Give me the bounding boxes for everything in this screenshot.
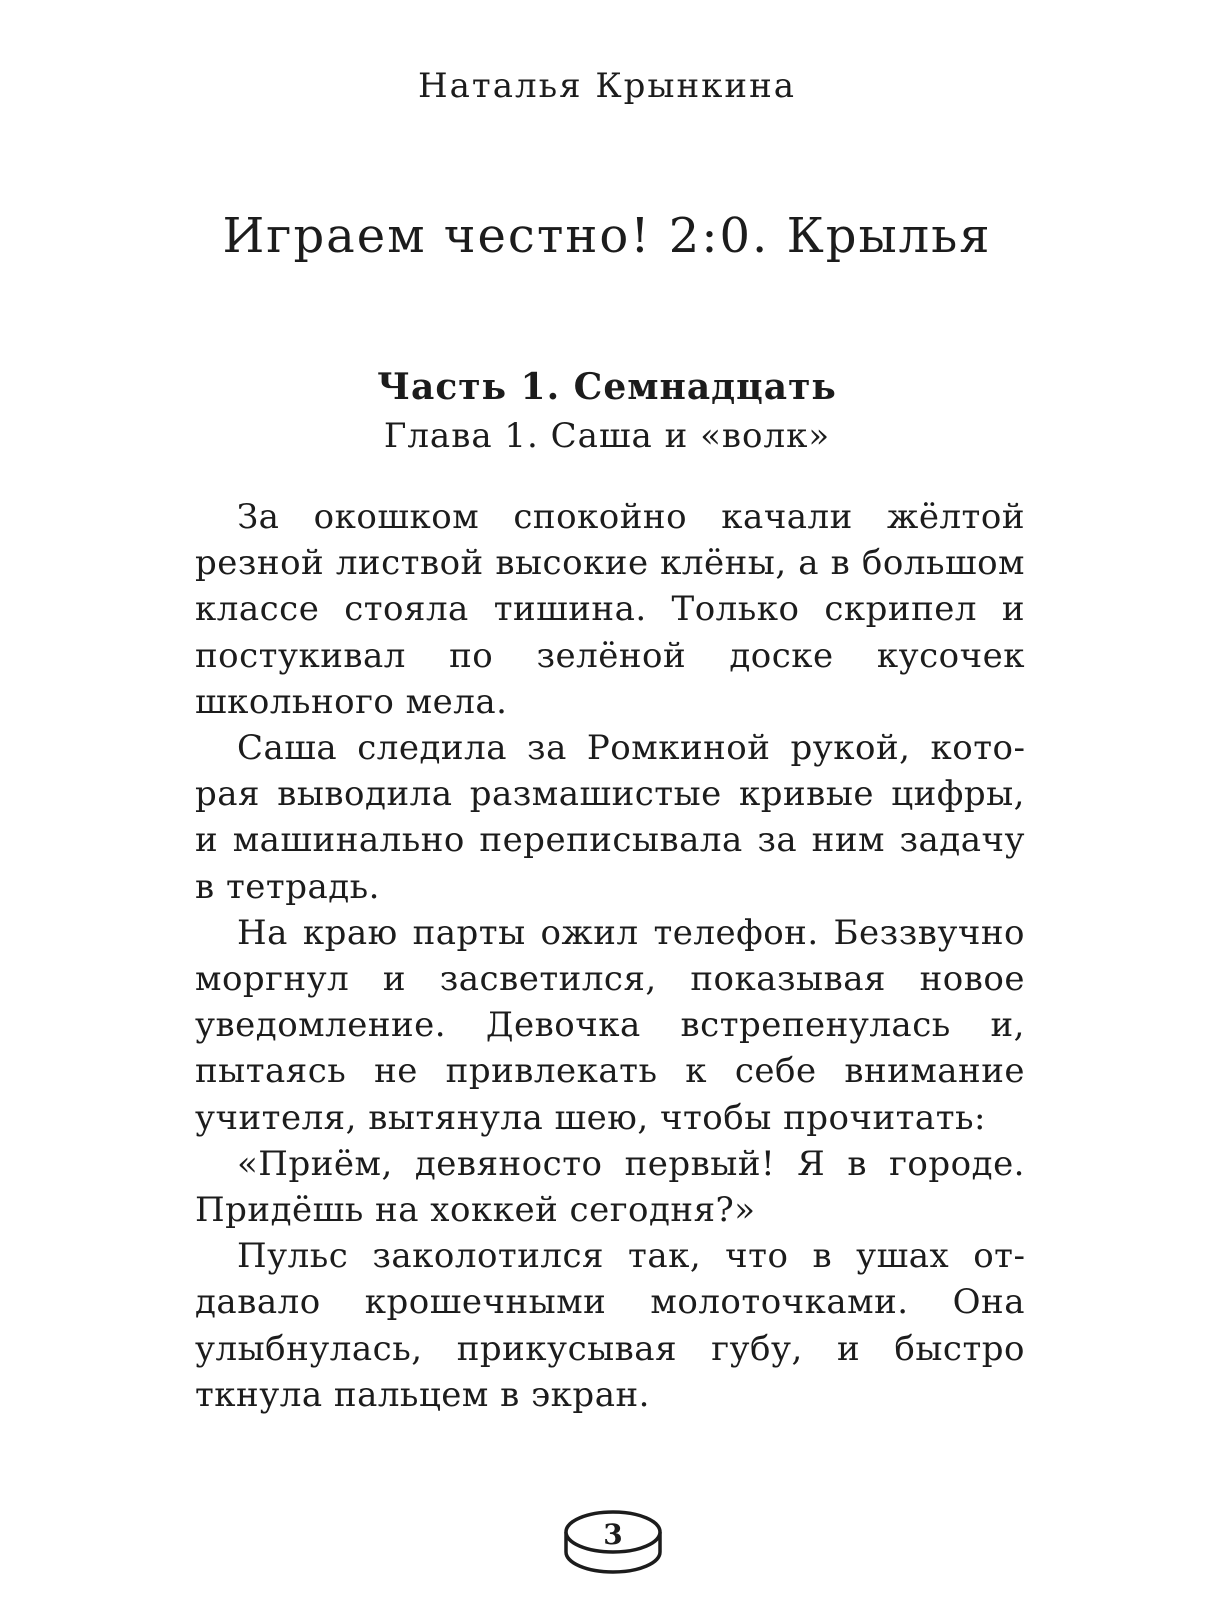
paragraph: «Приём, девяносто первый! Я в городе. Придёшь на хоккей сегодня?»	[195, 1143, 1025, 1231]
body-text	[195, 494, 1025, 1418]
paragraph: За окошком спокойно качали жёлтой резной листвой высокие клёны, а в большом классе стояла тишина. Только скрипел и постукивал по зелёной доске кусочек школьного мела.	[195, 497, 1025, 722]
page-number: 3	[603, 1518, 623, 1551]
author-name: Наталья Крынкина	[417, 66, 796, 106]
paragraph: Саша следила за Ромкиной рукой, которая выводила размашистые кривые цифры, и машинально переписывала за ним задачу в тетрадь.	[195, 728, 1025, 907]
page-number-badge	[562, 1508, 664, 1578]
book-title: Играем честно! 2:0. Крылья	[222, 208, 992, 264]
paragraph: Пульс заколотился так, что в ушах отдавало крошечными молоточками. Она улыбнулась, прикусывая губу, и быстро ткнула пальцем в экран.	[195, 1236, 1025, 1415]
paragraph: На краю парты ожил телефон. Беззвучно моргнул и засветился, показывая новое уведомление. Девочка встрепенулась и, пытаясь не привлекать к себе внимание учителя, вытянула шею, чтобы прочитать:	[195, 912, 1025, 1138]
chapter-title: Глава 1. Саша и «волк»	[383, 416, 831, 456]
part-title: Часть 1. Семнадцать	[377, 366, 837, 408]
